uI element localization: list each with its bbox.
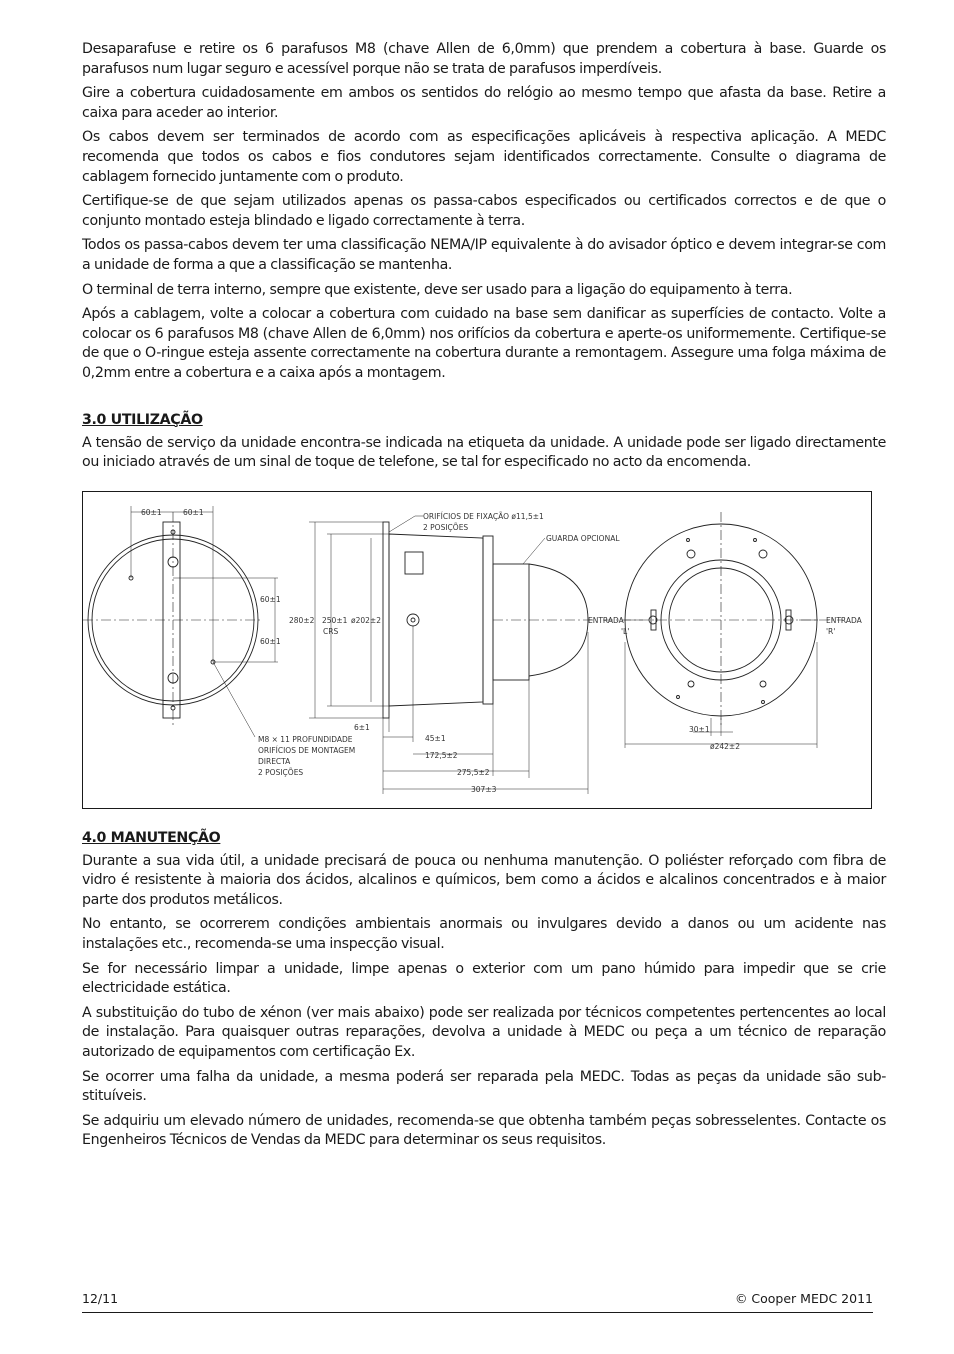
intro-paragraph-1: Desaparafuse e retire os 6 parafusos M8 (chave Allen de 6,0mm) que prendem a cobertura à base. Guarde os parafusos num lugar seguro e acessível porque não se trata de parafusos imperdíveis. (82, 41, 886, 77)
label-mount-3: DIRECTA (258, 756, 291, 766)
section-4-paragraph-3: Se for necessário limpar a unidade, limpe apenas o exterior com um pano húmido para impedir que se crie electricidade estática. (82, 960, 886, 997)
label-dim-275: 275,5±2 (457, 767, 490, 777)
section-4-paragraph-1: Durante a sua vida útil, a unidade precisará de pouca ou nenhuma manutenção. O poliéster reforçado com fibra de vidro é resistente à maioria dos ácidos, alcalinos e químicos, bem como a ácidos e alcalinos concentrados e à maior parte dos produtos metálicos. (82, 852, 886, 908)
label-dim-307: 307±3 (471, 784, 497, 794)
label-dim-60-d: 60±1 (260, 636, 281, 646)
label-dim-250: 250±1 (322, 615, 348, 625)
section-4-heading: 4.0 MANUTENÇÃO (82, 829, 221, 846)
label-entry-r-2: 'R' (826, 626, 836, 636)
rear-view (603, 512, 843, 748)
label-dim-242: ø242±2 (710, 741, 740, 751)
intro-paragraph-7: Após a cablagem, volte a colocar a cobertura com cuidado na base sem danificar as superfícies de contacto. Volte a colocar os 6 parafusos M8 (chave Allen de 6,0mm) nos orifícios da cobertura e aperte-os uniformemente. Certifique-se de que o O-ringue esteja assente correctamente na cobertura durante a remontagem. Assegure uma folga máxima de 0,2mm entre a cobertura e a caixa após a montagem. (82, 306, 886, 381)
page-content (82, 40, 886, 1156)
label-dim-202: ø202±2 (351, 615, 381, 625)
dimension-drawing (82, 491, 872, 809)
section-4-paragraph-6: Se adquiriu um elevado número de unidades, recomenda-se que obtenha também peças sobresselentes. Contacte os Engenheiros Técnicos de Vendas da MEDC para determinar os seus requisitos. (82, 1112, 886, 1149)
label-fix-holes-1: ORIFÍCIOS DE FIXAÇÃO ø11,5±1 (423, 511, 544, 521)
technical-drawing-svg (83, 492, 871, 808)
label-dim-172: 172,5±2 (425, 750, 458, 760)
intro-paragraph-3: Os cabos devem ser terminados de acordo com as especificações aplicáveis à respectiva aplicação. A MEDC recomenda que todos os cabos e fios condutores sejam identificados correctamente. Consulte o diagrama de cablagem fornecido juntamente com o produto. (82, 129, 886, 185)
label-dim-280: 280±2 (289, 615, 315, 625)
section-4-paragraph-2: No entanto, se ocorrerem condições ambientais anormais ou invulgares devido a danos ou um acidente nas instalações etc., recomenda-se uma inspecção visual. (82, 916, 886, 953)
intro-paragraph-2: Gire a cobertura cuidadosamente em ambos os sentidos do relógio ao mesmo tempo que afasta da base. Retire a caixa para aceder ao interior. (82, 85, 886, 121)
section-3-paragraph-1: A tensão de serviço da unidade encontra-se indicada na etiqueta da unidade. A unidade pode ser ligado directamente ou iniciado através de um sinal de toque de telefone, se tal for especificado no acto da encomenda. (82, 434, 886, 471)
label-entry-r-1: ENTRADA (826, 615, 862, 625)
section-3-heading: 3.0 UTILIZAÇÃO (82, 411, 203, 428)
front-view (83, 506, 278, 737)
label-dim-60-a: 60±1 (141, 507, 162, 517)
label-dim-45: 45±1 (425, 733, 446, 743)
label-dim-60-b: 60±1 (183, 507, 204, 517)
page-number: 12/11 (82, 1291, 119, 1306)
label-entry-l-2: 'L' (621, 626, 630, 636)
label-mount-4: 2 POSIÇÕES (258, 767, 304, 777)
label-guard: GUARDA OPCIONAL (546, 533, 620, 543)
intro-paragraph-4: Certifique-se de que sejam utilizados apenas os passa-cabos especificados ou certificados correctos e de que o conjunto montado esteja blindado e ligado correctamente à terra. (82, 193, 886, 229)
copyright: © Cooper MEDC 2011 (734, 1291, 873, 1306)
section-4-paragraph-4: A substituição do tubo de xénon (ver mais abaixo) pode ser realizada por técnicos competentes pertencentes ao local de instalação. Para quaisquer outras reparações, devolva a unidade à MEDC ou peça a um técnico de reparação autorizado de equipamentos com certificação Ex. (82, 1004, 886, 1061)
label-dim-60-c: 60±1 (260, 594, 281, 604)
label-fix-holes-2: 2 POSIÇÕES (423, 522, 469, 532)
intro-paragraph-5: Todos os passa-cabos devem ter uma classificação NEMA/IP equivalente à do avisador óptico e devem integrar-se com a unidade de forma a que a classificação se mantenha. (82, 237, 886, 273)
intro-paragraph-6: O terminal de terra interno, sempre que existente, deve ser usado para a ligação do equipamento à terra. (82, 281, 793, 298)
label-entry-l-1: ENTRADA (588, 615, 624, 625)
label-dim-30: 30±1 (689, 724, 710, 734)
label-mount-1: M8 × 11 PROFUNDIDADE (258, 734, 353, 744)
label-dim-6: 6±1 (354, 722, 370, 732)
section-4-paragraph-5: Se ocorrer uma falha da unidade, a mesma poderá ser reparada pela MEDC. Todas as peças da unidade são sub-stituíveis. (82, 1068, 886, 1105)
page-footer (82, 1290, 873, 1313)
label-crs: CRS (323, 626, 339, 636)
label-mount-2: ORIFÍCIOS DE MONTAGEM (258, 745, 356, 755)
